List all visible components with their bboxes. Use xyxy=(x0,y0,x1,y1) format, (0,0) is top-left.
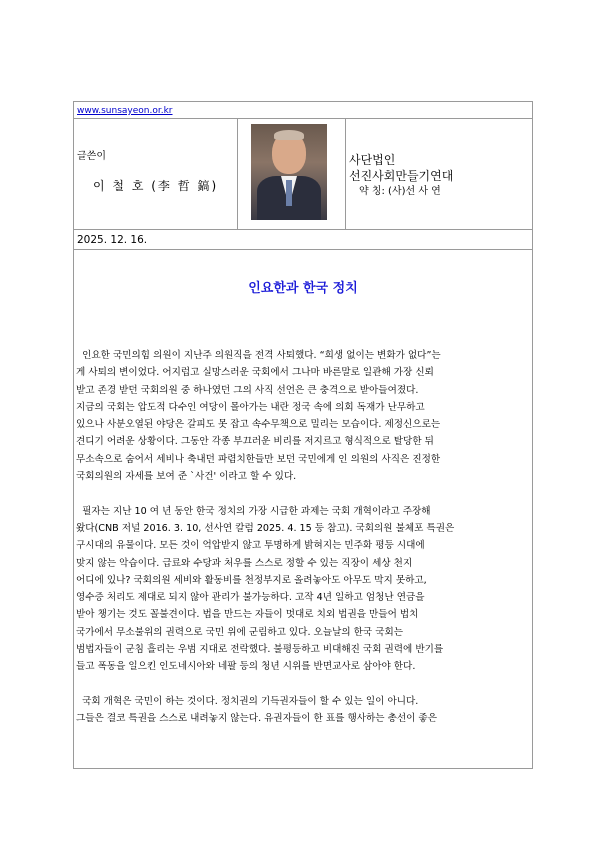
paragraph-line: 왔다(CNB 저널 2016. 3. 10, 선사연 칼럼 2025. 4. 15 등 참고). 국회의원 불체포 특권은 xyxy=(76,522,455,534)
paragraph-line: 견디기 어려운 상황이다. 그동안 각종 부끄러운 비리를 저지르고 형식적으로 탈당한 뒤 xyxy=(76,436,434,448)
paragraph-line: 받아 챙기는 것도 꼴불견이다. 법을 만드는 자들이 멋대로 치외 법권을 만들어 법치 xyxy=(76,609,419,621)
divider xyxy=(345,118,346,229)
paragraph-line: 범법자들이 군침 흘리는 우범 지대로 전락했다. 불평등하고 비대해진 국회 권력에 반기를 xyxy=(76,644,444,656)
paragraph-line: 영수증 처리도 제대로 되지 않아 관리가 불가능하다. 고작 4년 일하고 엄청난 연금을 xyxy=(76,592,425,604)
paragraph-line: 받고 존경 받던 국회의원 중 하나였던 그의 사직 선언은 큰 충격으로 받아들여졌다. xyxy=(76,384,419,396)
organization-block xyxy=(349,152,453,200)
org-abbreviation: 약 칭: (사)선 사 연 xyxy=(359,186,441,197)
website-link[interactable]: www.sunsayeon.or.kr xyxy=(77,106,173,116)
paragraph-line: 필자는 지난 10 여 년 동안 한국 정치의 가장 시급한 과제는 국회 개혁이라고 주장해 xyxy=(76,505,431,517)
paragraph-line: 들고 폭동을 일으킨 인도네시아와 네팔 등의 청년 시위를 반면교사로 삼아야 한다. xyxy=(76,661,416,673)
divider xyxy=(74,118,532,119)
article-body xyxy=(76,347,530,728)
divider xyxy=(237,118,238,229)
paragraph-line: 국회의원의 자세를 보여 준 `사건' 이라고 할 수 있다. xyxy=(76,471,297,483)
paragraph-line: 구시대의 유물이다. 모든 것이 억압받지 않고 투명하게 밝혀지는 민주화 평등 시대에 xyxy=(76,540,425,552)
paragraph-line: 게 사퇴의 변이었다. 어지럽고 실망스러운 국회에서 그나마 바른말로 일관해 가장 신뢰 xyxy=(76,367,434,379)
paragraph-line: 맞지 않는 악습이다. 급료와 수당과 처우를 스스로 정할 수 있는 직장이 세상 천지 xyxy=(76,557,413,569)
org-name: 선진사회만들기연대 xyxy=(349,169,454,183)
author-label: 글쓴이 xyxy=(77,151,106,162)
paragraph-line: 어디에 있나? 국회의원 세비와 활동비를 천정부지로 올려놓아도 아무도 막지 못하고, xyxy=(76,574,427,586)
paragraph-line: 국가에서 무소불위의 권력으로 국민 위에 군림하고 있다. 오늘날의 한국 국회는 xyxy=(76,626,404,638)
author-name: 이 철 호 (李 哲 鎬) xyxy=(93,179,219,193)
paragraph-line: 국회 개혁은 국민이 하는 것이다. 정치권의 기득권자들이 할 수 있는 일이 아니다. xyxy=(76,695,419,707)
divider xyxy=(74,249,532,250)
paragraph-line: 지금의 국회는 압도적 다수인 여당이 몰아가는 내란 정국 속에 의회 독재가 난무하고 xyxy=(76,401,425,413)
paragraph-gap xyxy=(76,676,530,693)
article-title: 인요한과 한국 정치 xyxy=(248,281,358,296)
paragraph-line: 그들은 결코 특권을 스스로 내려놓지 않는다. 유권자들이 한 표를 행사하는 총선이 좋은 xyxy=(76,713,437,725)
divider xyxy=(74,229,532,230)
publish-date: 2025. 12. 16. xyxy=(77,234,148,246)
paragraph-line: 있으나 사분오열된 야당은 갈피도 못 잡고 속수무책으로 밀리는 모습이다. 제정신으로는 xyxy=(76,419,441,431)
document-frame xyxy=(73,101,533,769)
paragraph-line: 무소속으로 숨어서 세비나 축내던 파렴치한들만 보던 국민에게 인 의원의 사직은 진정한 xyxy=(76,453,441,465)
paragraph-gap xyxy=(76,485,530,502)
org-type: 사단법인 xyxy=(349,153,396,167)
paragraph-line: 인요한 국민의힘 의원이 지난주 의원직을 전격 사퇴했다. “희생 없이는 변화가 없다”는 xyxy=(76,350,441,361)
author-photo xyxy=(251,124,327,220)
